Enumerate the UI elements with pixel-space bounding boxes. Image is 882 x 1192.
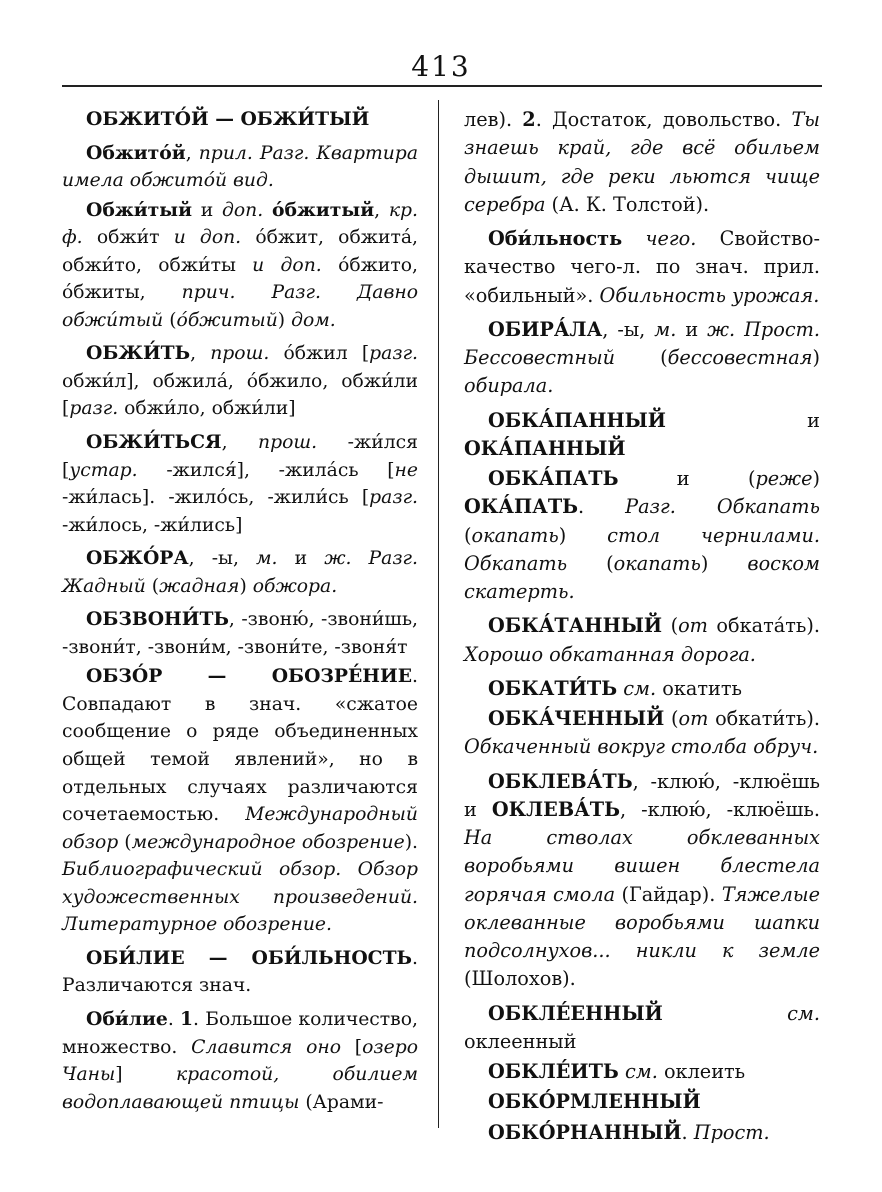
headword: ОБИ́ЛИЕ — ОБИ́ЛЬНОСТЬ (86, 946, 413, 969)
entry-text: ( (662, 614, 679, 638)
entry-text: о́бжил [ (269, 343, 370, 365)
italic-text: прич. Разг. Давно обжи́тый (62, 282, 418, 331)
entry-text: ) (812, 467, 820, 490)
entry-text: и ( (618, 467, 756, 490)
entry-text: ) (277, 309, 292, 331)
entry-text: -жи́лась]. -жило́сь, -жили́сь [ (62, 487, 370, 509)
italic-text: бессовестная (667, 346, 813, 369)
italic-text: прош. (258, 432, 318, 454)
entry-text (263, 200, 272, 221)
dictionary-entry-obzhitoy-entry (62, 140, 418, 195)
headword: ОБЖИ́ТЬСЯ (86, 431, 222, 454)
italic-text: Обильность урожая. (599, 283, 820, 307)
italic-text: Обкаченный вокруг столба обруч. (464, 735, 819, 759)
italic-text: жадная (159, 575, 240, 597)
dictionary-entry-obzhit-entry (62, 340, 418, 423)
entry-text: , -клюю́, -клюёшь и (464, 769, 820, 821)
italic-text: Славится оно (191, 1036, 341, 1058)
entry-text: и (277, 548, 325, 570)
dictionary-entry-obzhora-entry (62, 545, 418, 600)
italic-text: Разг. Обкапать (625, 495, 820, 519)
headword: ОБКА́ТАННЫЙ (488, 614, 663, 638)
entry-text: ( (464, 523, 472, 547)
italic-text: На стволах обклеванных воробьями вишен блестела горячая смола (464, 826, 820, 906)
headword: ОБКЛЕ́ИТЬ (488, 1060, 619, 1083)
entry-text: , (221, 432, 259, 454)
headword: ОБИРА́ЛА (488, 317, 603, 341)
italic-text: кр. ф. (62, 199, 419, 249)
dictionary-entry-obilie-continued (464, 106, 820, 219)
italic-text: и доп. (252, 254, 322, 276)
italic-text: Прост. (693, 1120, 770, 1144)
italic-text: обирала. (464, 374, 554, 398)
entry-text: ) (239, 575, 253, 597)
right-column (464, 106, 820, 1149)
entry-text: [ (341, 1036, 363, 1058)
dictionary-entry-obkormlennyy-entry (464, 1088, 820, 1116)
headword: ОБКА́ПАТЬ (488, 467, 619, 490)
entry-text: . Совпадают в знач. «сжатое сообщение о ряде объединенных общей темой явлений», но в отдельных случаях различаются сочетаемостью. (62, 666, 418, 826)
headword: ОБКЛЕВА́ТЬ (488, 769, 633, 793)
dictionary-entry-obilie-entry (62, 1006, 418, 1116)
entry-text: окатить (656, 676, 742, 700)
entry-text: ( (118, 831, 132, 853)
italic-text: см. (623, 676, 657, 700)
entry-text: ( (567, 551, 614, 575)
italic-text: см. (787, 1001, 820, 1025)
entry-text: и (676, 317, 708, 341)
entry-text: и (665, 408, 820, 432)
entry-text: ( (145, 575, 160, 597)
dictionary-entry-obilnost-entry (464, 225, 820, 310)
headword: ОБЗО́Р — ОБОЗРЕ́НИЕ (86, 665, 413, 688)
page-number: 413 (411, 50, 471, 83)
italic-text: Ты знаешь край, где всё обильем дышит, где реки льются чище серебра (464, 108, 820, 216)
dictionary-entry-obilie-heading (62, 945, 418, 1000)
entry-text: (Гайдар). (615, 882, 722, 906)
entry-text: . Достаток, довольство. (535, 108, 792, 131)
entry-text: , -звоню́, -звони́шь, -звони́т, -звони́м, -звони́те, -звоня́т (62, 609, 418, 658)
column-divider (438, 100, 439, 1128)
entry-text: обката́ть). (707, 614, 820, 638)
entry-text: о́бжито, о́бжиты, (62, 254, 419, 304)
dictionary-entry-obirala-entry (464, 316, 820, 401)
dictionary-entry-obkapat-entry (464, 465, 820, 606)
italic-text: ж. Разг. Жадный (62, 548, 418, 597)
headword: ОБЖИТО́Й — ОБЖИ́ТЫЙ (86, 108, 370, 130)
italic-text: разг. (369, 487, 418, 509)
italic-text: обжора. (252, 575, 338, 597)
italic-text: и доп. (173, 227, 242, 249)
entry-text (663, 1002, 787, 1025)
italic-text: стол чернилами. Обкапать (464, 523, 820, 575)
headword: 2 (522, 108, 536, 131)
entry-text: ). (404, 831, 419, 853)
dictionary-entry-obzhitsya-entry (62, 429, 418, 539)
entry-text: . Большое количество, множество. (62, 1008, 418, 1058)
headword: Оби́льность (488, 227, 623, 250)
italic-text: Библиографический обзор. Обзор художественных произведений. Литературное обозрение. (62, 859, 418, 936)
entry-text: , (374, 199, 389, 221)
headword: ОКЛЕВА́ТЬ (491, 797, 621, 821)
headword: ОБЖО́РА (86, 547, 189, 570)
entry-text: ( (664, 707, 679, 730)
entry-text: (А. К. Толстой). (545, 192, 710, 216)
entry-text: . (681, 1120, 694, 1144)
dictionary-entry-obzor-entry (62, 663, 418, 938)
header-rule (62, 85, 822, 87)
headword: ОКА́ПАТЬ (464, 495, 579, 519)
italic-text: дом. (291, 309, 336, 331)
dictionary-entry-obkornannyy-entry (464, 1119, 820, 1147)
entry-text: -жи́лось, -жи́лись] (62, 514, 243, 536)
entry-text: ) (700, 551, 748, 575)
italic-text: м. (256, 548, 278, 570)
headword: Обжи́тый (86, 198, 192, 221)
entry-text: ] (115, 1064, 176, 1086)
entry-text: . Различаются знач. (62, 947, 418, 997)
entry-text: Свойство-качество чего-л. по знач. прил. «обильный». (464, 227, 821, 307)
entry-text: , (190, 343, 211, 365)
headword: ОБКО́РМЛЕННЫЙ (488, 1090, 701, 1114)
headword: ОБКА́ПАННЫЙ (488, 408, 666, 432)
entry-text: , -клюю́, -клюёшь. (620, 797, 821, 821)
italic-text: международное обозрение (131, 831, 405, 853)
entry-text: ) (812, 346, 820, 369)
headword: 1 (179, 1007, 194, 1030)
italic-text: красотой, обилием водоплавающей птицы (62, 1064, 418, 1113)
entry-text: . (578, 495, 626, 519)
italic-text: доп. (221, 199, 264, 221)
entry-text: оклеенный (464, 1029, 577, 1053)
headword: ОКА́ПАННЫЙ (464, 436, 626, 460)
entry-text: обжи́т (82, 227, 174, 249)
headword: ОБЗВОНИ́ТЬ (86, 608, 229, 631)
dictionary-entry-obkapannyy-entry (464, 407, 820, 464)
dictionary-entry-obzvonit-entry (62, 606, 418, 661)
entry-text: -жился́], -жила́сь [ (137, 459, 395, 481)
entry-text: ) (558, 523, 608, 547)
entry-text: ( (163, 309, 177, 331)
entry-text: обкати́ть). (708, 707, 820, 730)
italic-text: о́бжитый (176, 309, 278, 331)
dictionary-entry-obzhitoy-heading (62, 106, 418, 134)
headword: Обжито́й (86, 141, 186, 164)
italic-text: Тяжелые оклеванные воробьями шапки подсолнухов... никли к земле (464, 882, 820, 962)
entry-text: (Арами- (299, 1091, 384, 1113)
italic-text: устар. (69, 459, 138, 481)
entry-text: , (185, 142, 199, 164)
headword: ОБКЛЕ́ЕННЫЙ (488, 1001, 663, 1025)
entry-text: . (167, 1008, 180, 1030)
italic-text: см. (624, 1060, 658, 1083)
italic-text: от (678, 614, 708, 638)
entry-text (622, 227, 645, 250)
italic-text: окапать (471, 523, 559, 547)
headword: о́бжитый (271, 198, 375, 221)
italic-text: ж. Прост. Бессовестный (464, 317, 820, 369)
headword: ОБКА́ЧЕННЫЙ (488, 707, 665, 730)
entry-text: о́бжит, обжита́, обжи́то, обжи́ты (62, 227, 418, 276)
italic-text: воском скатерть. (464, 551, 820, 603)
dictionary-entry-obkleennyy-entry (464, 1000, 820, 1057)
dictionary-entry-obkleit-entry (464, 1058, 820, 1086)
entry-text: лев). (464, 108, 523, 131)
entry-text: ( (615, 346, 668, 369)
italic-text: прил. Разг. Квартира имела обжито́й вид. (62, 142, 418, 192)
entry-text: , -ы, (188, 548, 257, 570)
headword: Оби́лие (86, 1007, 168, 1030)
italic-text: разг. (369, 343, 418, 365)
italic-text: разг. (69, 398, 119, 420)
entry-text: обжи́л], обжила́, о́бжило, обжи́ли [ (62, 370, 418, 420)
italic-text: Хорошо обкатанная дорога. (464, 642, 756, 666)
italic-text: прош. (210, 343, 270, 365)
dictionary-entry-obkatannyy-entry (464, 612, 820, 669)
headword: ОБЖИ́ТЬ (86, 342, 191, 365)
left-column (62, 106, 418, 1122)
italic-text: реже (755, 467, 813, 490)
italic-text: Международный обзор (62, 804, 418, 853)
italic-text: окапать (613, 551, 701, 575)
headword: ОБКАТИ́ТЬ (488, 676, 618, 700)
entry-text: , -ы, (602, 317, 655, 341)
dictionary-entry-obzhityy-entry (62, 197, 418, 335)
entry-text: оклеить (657, 1060, 746, 1083)
entry-text: -жи́лся [ (62, 432, 418, 481)
entry-text: обжи́ло, обжи́ли] (118, 398, 296, 420)
italic-text: м. (654, 317, 677, 341)
italic-text: чего. (645, 227, 697, 250)
entry-text: (Шолохов). (464, 967, 576, 991)
dictionary-entry-obkatit-entry (464, 675, 820, 703)
italic-text: озеро Чаны (62, 1036, 418, 1086)
headword: ОБКО́РНАННЫЙ (488, 1120, 682, 1144)
italic-text: от (678, 707, 709, 730)
entry-text: и (192, 199, 222, 221)
dictionary-entry-obklevat-entry (464, 768, 820, 994)
italic-text: не (394, 459, 418, 481)
dictionary-entry-obkachennyy-entry (464, 705, 820, 762)
